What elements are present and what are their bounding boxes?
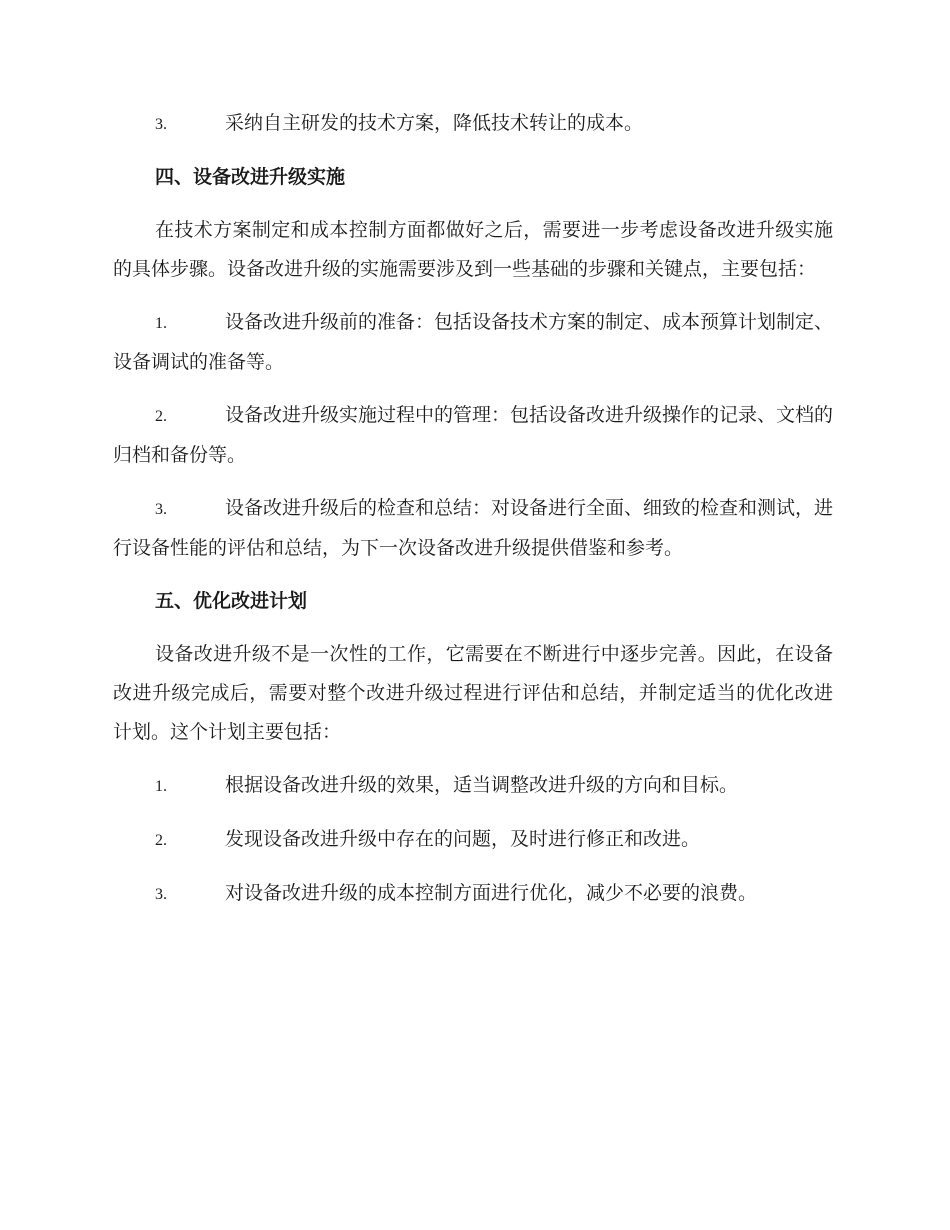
list-text: 设备改进升级前的准备：包括设备技术方案的制定、成本预算计划制定、设备调试的准备等。 — [113, 311, 834, 373]
list-text: 采纳自主研发的技术方案，降低技术转让的成本。 — [225, 112, 644, 134]
list-text: 设备改进升级实施过程中的管理：包括设备改进升级操作的记录、文档的归档和备份等。 — [113, 404, 834, 466]
list-number: 2. — [155, 832, 167, 849]
paragraph: 设备改进升级不是一次性的工作，它需要在不断进行中逐步完善。因此，在设备改进升级完成后，需要对整个改进升级过程进行评估和总结，并制定适当的优化改进计划。这个计划主要包括： — [113, 643, 833, 743]
list-item — [113, 820, 833, 860]
list-item — [113, 874, 833, 914]
list-item — [113, 104, 833, 144]
list-number: 1. — [155, 315, 167, 332]
list-text: 根据设备改进升级的效果，适当调整改进升级的方向和目标。 — [225, 774, 739, 796]
list-text: 对设备改进升级的成本控制方面进行优化，减少不必要的浪费。 — [225, 882, 758, 904]
paragraph: 在技术方案制定和成本控制方面都做好之后，需要进一步考虑设备改进升级实施的具体步骤。设备改进升级的实施需要涉及到一些基础的步骤和关键点，主要包括： — [113, 219, 833, 280]
list-item — [113, 396, 833, 475]
list-item — [113, 303, 833, 382]
list-number: 2. — [155, 408, 167, 425]
document-page — [113, 104, 833, 928]
list-number: 1. — [155, 778, 167, 795]
section-heading: 五、优化改进计划 — [155, 590, 308, 612]
list-text: 设备改进升级后的检查和总结：对设备进行全面、细致的检查和测试，进行设备性能的评估和总结，为下一次设备改进升级提供借鉴和参考。 — [113, 497, 834, 559]
list-text: 发现设备改进升级中存在的问题，及时进行修正和改进。 — [225, 828, 701, 850]
list-number: 3. — [155, 501, 167, 518]
list-number: 3. — [155, 116, 167, 133]
list-item — [113, 489, 833, 568]
list-item — [113, 766, 833, 806]
section-heading: 四、设备改进升级实施 — [155, 166, 346, 188]
list-number: 3. — [155, 886, 167, 903]
